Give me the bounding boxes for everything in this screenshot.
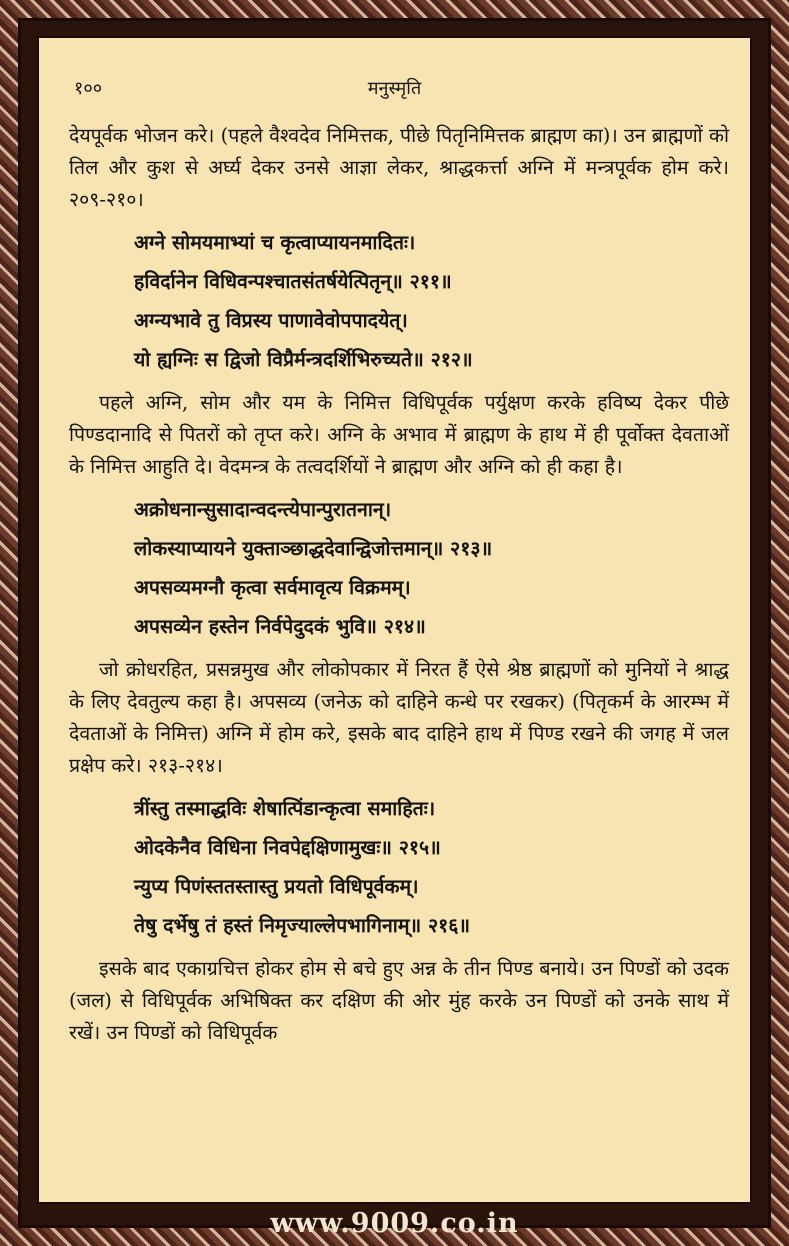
verse-line: अग्ने सोमयमाभ्यां च कृत्वाप्यायनमादितः।: [134, 231, 416, 254]
verse-line: अपसव्यमग्नौ कृत्वा सर्वमावृत्य विक्रमम्।: [134, 576, 411, 599]
page-title: मनुस्मृति: [367, 78, 422, 99]
page: [37, 36, 752, 1204]
paragraph-1: देयपूर्वक भोजन करे। (पहले वैश्वदेव निमित्तक, पीछे पितृनिमित्तक ब्राह्मण का)। उन ब्राह्मणों को तिल और कुश से अर्घ्य देकर उनसे आज्ञा लेकर, श्राद्धकर्त्ता अग्नि में मन्त्रपूर्वक होम करे। २०९-२१०।: [69, 124, 729, 211]
paragraph-2: पहले अग्नि, सोम और यम के निमित्त विधिपूर्वक पर्युक्षण करके हविष्य देकर पीछे पिण्डदानादि से पितरों को तृप्त करे। अग्नि के अभाव में ब्राह्मण के हाथ में ही पूर्वोक्त देवताओं के निमित्त आहुति दे। वेदमन्त्र के तत्वदर्शियों ने ब्राह्मण और अग्नि को ही कहा है।: [69, 391, 729, 478]
page-header: [39, 76, 750, 100]
page-number: १००: [74, 78, 103, 99]
verse-block-215-216: [69, 789, 729, 945]
verse-line: अग्न्यभावे तु विप्रस्य पाणावेवोपपादयेत्।: [134, 309, 408, 332]
verse-line: लोकस्याप्यायने युक्ताञ्छाद्धदेवान्द्विजोत्तमान्॥ २१३॥: [134, 537, 493, 560]
verse-line: यो ह्यग्निः स द्विजो विप्रैर्मन्त्रदर्शिभिरुच्यते॥ २१२॥: [134, 348, 473, 371]
paragraph-3: जो क्रोधरहित, प्रसन्नमुख और लोकोपकार में निरत हैं ऐसे श्रेष्ठ ब्राह्मणों को मुनियों ने श्राद्ध के लिए देवतुल्य कहा है। अपसव्य (जनेऊ को दाहिने कन्धे पर रखकर) (पितृकर्म के आरम्भ में देवताओं के निमित्त) अग्नि में होम करे, इसके बाद दाहिने हाथ में पिण्ड रखने की जगह में जल प्रक्षेप करे। २१३-२१४।: [69, 658, 729, 777]
verse-line: न्युप्य पिणंस्ततस्तास्तु प्रयतो विधिपूर्वकम्।: [134, 875, 419, 898]
verse-line: अक्रोधनान्सुसादान्वदन्त्येपान्पुरातनान्।: [134, 498, 392, 521]
verse-line: अपसव्येन हस्तेन निर्वपेदुदकं भुवि॥ २१४॥: [134, 615, 426, 638]
page-content: [69, 120, 729, 1049]
verse-line: तेषु दर्भेषु तं हस्तं निमृज्याल्लेपभागिनाम्॥ २१६॥: [134, 914, 471, 937]
verse-line: ओदकेनैव विधिना निवपेद्दक्षिणामुखः॥ २१५॥: [134, 836, 441, 859]
verse-block-213-214: [69, 490, 729, 646]
website-url: www.9009.co.in: [270, 1208, 519, 1239]
verse-line: हविर्दानेन विधिवन्पश्चातसंतर्षयेत्पितृन्॥ २११॥: [134, 270, 452, 293]
verse-line: त्रींस्तु तस्माद्धविः शेषात्पिंडान्कृत्वा समाहितः।: [134, 797, 436, 820]
verse-block-211-212: [69, 223, 729, 379]
paragraph-4: इसके बाद एकाग्रचित्त होकर होम से बचे हुए अन्न के तीन पिण्ड बनाये। उन पिण्डों को उदक (जल) से विधिपूर्वक अभिषिक्त कर दक्षिण की ओर मुंह करके उन पिण्डों को उनके साथ में रखें। उन पिण्डों को विधिपूर्वक: [69, 957, 729, 1044]
